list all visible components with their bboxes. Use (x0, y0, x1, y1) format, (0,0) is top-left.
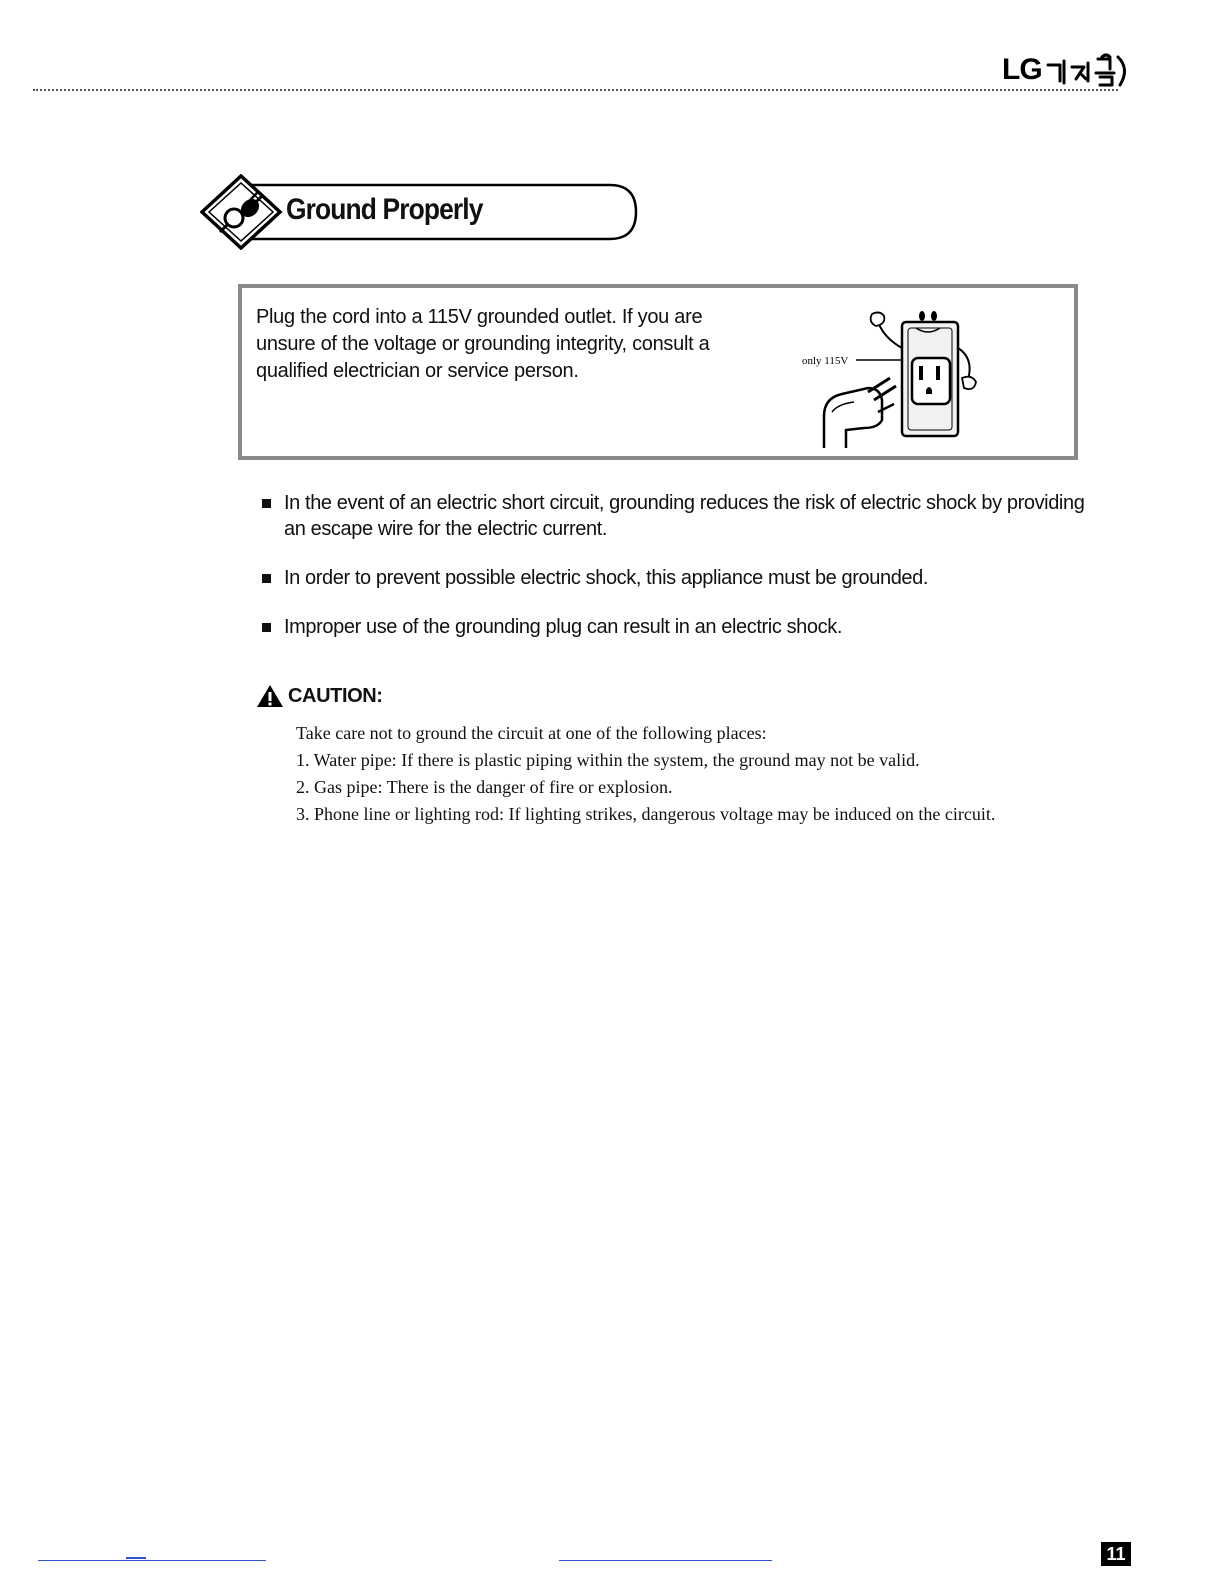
info-line: Plug the cord into a 115V grounded outlet. If you are (256, 306, 703, 328)
caution-body (296, 720, 1076, 828)
brand-lg-text: LG (1002, 53, 1042, 86)
ground-plug-icon (202, 176, 280, 248)
info-text (256, 304, 726, 385)
kimchi-brand-logo-icon (1044, 51, 1134, 89)
bullet-square-icon (262, 499, 271, 508)
info-line: qualified electrician or service person. (256, 360, 579, 382)
caution-item: 3. Phone line or lighting rod: If lighting strikes, dangerous voltage may be induced on the circuit. (296, 804, 996, 824)
caution-label: CAUTION: (288, 684, 383, 707)
bullet-square-icon (262, 574, 271, 583)
brand-logo (1002, 50, 1134, 90)
caution-item: 2. Gas pipe: There is the danger of fire or explosion. (296, 777, 673, 797)
footer-link-marker (126, 1557, 146, 1559)
page-number: 11 (1101, 1542, 1131, 1566)
page-title: Ground Properly (286, 193, 483, 226)
caution-intro: Take care not to ground the circuit at one of the following places: (296, 723, 767, 743)
bullet-text: In order to prevent possible electric shock, this appliance must be grounded. (284, 567, 929, 589)
header-dotted-rule (33, 89, 1118, 91)
caution-item: 1. Water pipe: If there is plastic piping within the system, the ground may not be valid. (296, 750, 920, 770)
list-item (258, 614, 1088, 640)
bullet-list (258, 490, 1088, 663)
bullet-square-icon (262, 623, 271, 632)
list-item (258, 490, 1088, 542)
footer-link-underline (559, 1560, 772, 1561)
section-header (200, 174, 640, 250)
warning-triangle-icon (256, 684, 284, 708)
bullet-text: In the event of an electric short circuit, grounding reduces the risk of electric shock by providing an escape wire for the electric current. (284, 492, 1085, 540)
footer-link-underline (38, 1560, 266, 1561)
outlet-plug-illustration (798, 308, 998, 458)
voltage-label: only 115V (802, 355, 849, 367)
info-box (238, 284, 1078, 460)
caution-heading (256, 682, 1076, 710)
caution-section (256, 682, 1076, 828)
info-line: unsure of the voltage or grounding integrity, consult a (256, 333, 710, 355)
bullet-text: Improper use of the grounding plug can result in an electric shock. (284, 616, 842, 638)
list-item (258, 565, 1088, 591)
